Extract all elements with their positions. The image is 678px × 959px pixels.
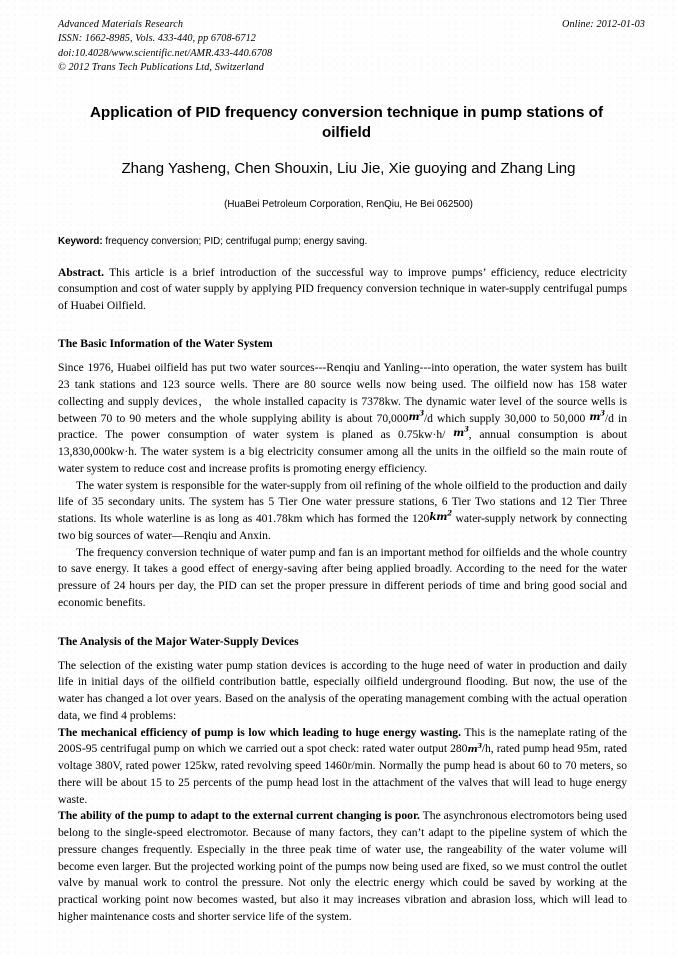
unit-exponent: 2 (447, 508, 452, 518)
paragraph-1b (58, 478, 627, 545)
paper-authors: Zhang Yasheng, Chen Shouxin, Liu Jie, Xie guoying and Zhang Ling (121, 159, 576, 177)
paper-affiliation: (HuaBei Petroleum Corporation, RenQiu, He Bei 062500) (224, 198, 473, 210)
paragraph-2b-text-2: /h, rated pump head 95m, rated voltage 380V, rated power 125kw, rated revolving speed 1460r/min. Normally the pump head is about 60 to 70 meters, so there will be about 15 to 25 percents of the pump head lost in the attachment of the valves that will lead to huge energy waste. (58, 742, 628, 806)
unit-symbol: m (467, 744, 478, 756)
journal-doi-line: doi:10.4028/www.scientific.net/AMR.433-440.6708 (58, 47, 273, 59)
journal-header (58, 18, 645, 75)
paragraph-2c-bold-lead: The ability of the pump to adapt to the external current changing is poor. (58, 809, 420, 823)
paragraph-2b-bold-lead: The mechanical efficiency of pump is low which leading to huge energy wasting. (58, 725, 461, 739)
unit-symbol: m (408, 410, 420, 423)
unit-cubic-meter-2 (589, 408, 605, 423)
paragraph-1c: The frequency conversion technique of water pump and fan is an important method for oilfields and the whole country to save energy. It takes a good effect of energy-saving after being applied broadly. According to the need for the water pressure of 24 hours per day, the PID can set the proper pressure in different periods of time and bring good social and economic benefits. (58, 545, 627, 609)
unit-exponent: 3 (463, 424, 469, 434)
paragraph-2c-text-1: The asynchronous electromotors being used belong to the single-speed electromotor. Because of many factors, they can’t adapt to the pipeline system of which the pressure changes frequently. Especially in the three peak time of water use, the rangeability of the water volume will become even larger. But the projected working point of the pumps now being used are fixed, so we must control the outlet valve by manual work to control the pressure. Not only the electric energy which could be saved by working at the practical working point now becomes wasted, but also it may increases vibration and abrasion loss, which will lead to higher maintenance costs and shorter service life of the system. (58, 809, 627, 923)
paragraph-1a-text-3: /d in practice. The power consumption of water system is planed as 0.75kw·h/ (58, 411, 627, 442)
abstract-text: This article is a brief introduction of the successful way to improve pumps’ efficiency, reduce electricity consumption and cost of water supply by applying PID frequency conversion technique in water-supply centrifugal pumps of Huabei Oilfield. (58, 265, 627, 312)
journal-copyright-line: © 2012 Trans Tech Publications Ltd, Switzerland (58, 61, 264, 73)
paragraph-2a: The selection of the existing water pump station devices is according to the huge need of water in production and daily life in initial days of the oilfield contribution battle, especially oilfield underground flooding. But now, the use of the water has changed a lot over years. Based on the analysis of the operating management combing with the actual operation data, we find 4 problems: (58, 658, 627, 722)
unit-cubic-meter-1 (408, 408, 424, 423)
section-heading-1: The Basic Information of the Water System (58, 337, 273, 351)
paragraph-2c (58, 808, 627, 925)
paragraph-1a-text-2: /d which supply 30,000 to 50,000 (423, 411, 590, 425)
paragraph-1a (58, 360, 627, 477)
unit-exponent: 3 (419, 408, 424, 418)
journal-issn-line: ISSN: 1662-8985, Vols. 433-440, pp 6708-6712 (58, 33, 256, 45)
paragraph-2b (58, 725, 627, 809)
keyword-text: frequency conversion; PID; centrifugal pump; energy saving. (102, 235, 368, 247)
section-heading-2: The Analysis of the Major Water-Supply Devices (58, 634, 299, 648)
abstract-block (58, 265, 627, 314)
unit-square-kilometer (429, 508, 452, 524)
journal-header-left (58, 18, 272, 75)
journal-name: Advanced Materials Research (58, 19, 184, 30)
paragraph-2b-text-1: This is the nameplate rating of the 200S-95 centrifugal pump on which we carried out a spot check: rated water output 280 (58, 725, 627, 756)
paragraph-1a-text-1: Since 1976, Huabei oilfield has put two water sources---Renqiu and Yanling---into operation, the water system has built 23 tank stations and 123 source wells. There are 80 source wells now being used. The oilfield now has 158 water collecting and supply devices， the whole installed capacity is 7378kw. The dynamic water level of the source wells is between 70 to 90 meters and the whole supplying ability is about 70,000 (58, 361, 627, 425)
keyword-label: Keyword: (58, 235, 103, 247)
unit-symbol: km (429, 511, 448, 524)
paragraph-1b-text-2: water-supply network by connecting two big sources of water—Renqiu and Anxin. (58, 512, 627, 542)
keyword-line (58, 235, 627, 248)
journal-online-date: Online: 2012-01-03 (561, 19, 645, 30)
abstract-label: Abstract. (58, 265, 105, 279)
unit-cubic-meter-4 (467, 744, 481, 755)
unit-exponent: 3 (600, 408, 605, 418)
unit-symbol: m (453, 427, 464, 440)
paper-title: Application of PID frequency conversion technique in pump stations of oilfield (89, 104, 604, 141)
unit-exponent: 3 (477, 742, 482, 751)
paragraph-1b-text-1: The water system is responsible for the water-supply from oil refining of the whole oilfield to the production and daily life of 35 secondary units. The system has 5 Tier One water pressure stations, 6 Tier Two stations and 12 Tier Three stations. Its whole waterline is as long as 401.78km which has formed the 120 (58, 478, 627, 526)
unit-cubic-meter-3 (453, 424, 469, 440)
paragraph-1a-text-4: , annual consumption is about 13,830,000kw·h. The water system is a big electricity consumer among all the units in the oilfield so the main route of water system to reduce cost and increase profits is promoting energy efficiency. (58, 428, 627, 475)
unit-symbol: m (589, 410, 601, 423)
